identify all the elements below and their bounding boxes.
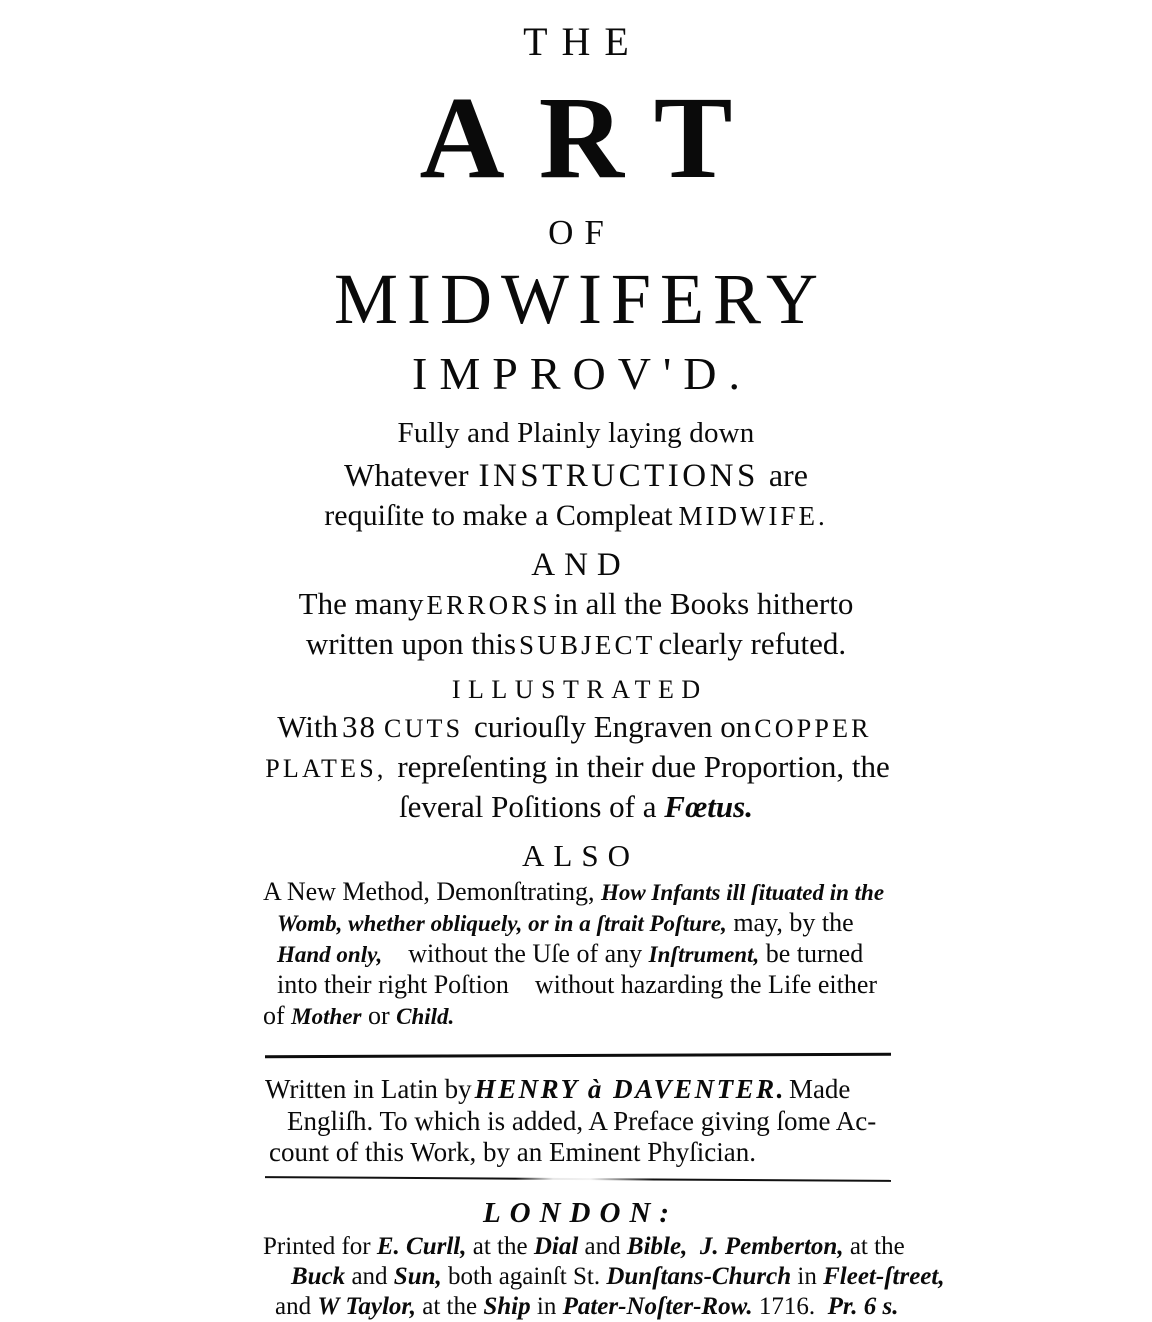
imprint-printed-for: Printed for	[263, 1232, 371, 1260]
subtitle-whatever: Whatever	[344, 457, 469, 494]
imprint-fleet-street: Fleet-ſtreet,	[823, 1262, 945, 1290]
title-line-improvd: IMPROV'D.	[412, 348, 752, 400]
divider-rule-top	[255, 1054, 897, 1064]
also-instrument: Inſtrument,	[648, 942, 760, 968]
imprint-both-against: both againſt St.	[448, 1262, 601, 1290]
also-method-paragraph	[255, 876, 897, 1032]
attribution-line-1	[265, 1074, 891, 1106]
subject-caps: SUBJECT	[519, 629, 656, 660]
imprint-sun: Sun,	[393, 1262, 442, 1290]
attribution-line-2: Engliſh. To which is added, A Preface giving ſome Ac-	[287, 1105, 877, 1136]
divider-rule-bottom	[255, 1178, 897, 1188]
also-child: Child.	[396, 1004, 455, 1030]
errors-line-1	[255, 585, 897, 623]
imprint-in-2: in	[536, 1293, 557, 1321]
imprint-and-3: and	[275, 1293, 312, 1321]
imprint-bible: Bible,	[626, 1232, 688, 1260]
title-page-text-column	[255, 0, 945, 1322]
imprint-dunstans-church: Dunſtans-Church	[606, 1262, 792, 1290]
subtitle-midwife-caps: MIDWIFE.	[678, 500, 828, 531]
attribution-author-name: HENRY à DAVENTER.	[474, 1073, 786, 1104]
attribution-made: Made	[788, 1073, 851, 1104]
attribution-block	[255, 1064, 897, 1179]
also-line-1	[263, 876, 891, 907]
illustrated-line-2	[255, 748, 897, 785]
also-how-infants: How Infants ill ſituated in the	[600, 879, 885, 905]
plates-caps: PLATES,	[265, 754, 387, 784]
attribution-line-3: count of this Work, by an Eminent Phyſician.	[269, 1137, 757, 1168]
imprint-price: Pr. 6 s.	[827, 1293, 899, 1321]
also-line-4	[263, 969, 891, 1000]
imprint-at-the-2: at the	[849, 1232, 905, 1260]
imprint-at-the-1: at the	[472, 1232, 528, 1260]
section-heading-illustrated: ILLUSTRATED	[451, 675, 708, 705]
also-of: of	[263, 1001, 285, 1031]
also-new-method: A New Method, Demonſtrating,	[263, 876, 595, 906]
imprint-line-2	[263, 1262, 945, 1292]
section-heading-also: ALSO	[522, 837, 639, 873]
imprint-w-taylor: W Taylor,	[317, 1293, 417, 1321]
copper-caps: COPPER	[754, 714, 872, 744]
subject-prefix: written upon this	[305, 625, 517, 661]
also-right-position: into their right Poſtion	[277, 970, 509, 1000]
imprint-buck: Buck	[291, 1262, 346, 1290]
subtitle-are: are	[768, 457, 808, 494]
imprint-line-3	[263, 1292, 899, 1322]
subject-suffix: clearly refuted.	[658, 625, 847, 661]
cuts-caps: CUTS	[384, 714, 464, 744]
imprint-and-2: and	[351, 1262, 388, 1290]
imprint-and-1: and	[584, 1232, 621, 1260]
also-hazarding-life: without hazarding the Life either	[534, 970, 878, 1000]
positions-text: ſeveral Poſitions of a	[399, 789, 657, 825]
also-may-by-the: may, by the	[733, 907, 854, 937]
also-without-use: without the Uſe of any	[408, 939, 643, 969]
imprint-line-1	[263, 1232, 905, 1262]
imprint-ship: Ship	[483, 1293, 531, 1321]
subtitle-line-3	[255, 498, 897, 534]
rule-line-upper	[265, 1052, 891, 1057]
title-line-art: ART	[419, 72, 767, 203]
cuts-mid: curiouſly Engraven on	[474, 709, 752, 745]
imprint-pemberton: J. Pemberton,	[699, 1232, 844, 1260]
imprint-city: LONDON:	[482, 1197, 679, 1230]
errors-line-2	[255, 625, 897, 663]
cuts-with: With	[277, 709, 339, 745]
title-line-of: OF	[548, 213, 615, 253]
imprint-curll: E. Curll,	[376, 1232, 467, 1260]
imprint-block	[255, 1232, 945, 1322]
imprint-pater-noster-row: Pater-Noſter-Row.	[562, 1293, 753, 1321]
also-hand-only: Hand only,	[277, 942, 383, 968]
title-line-the: THE	[523, 19, 643, 64]
title-line-midwifery: MIDWIFERY	[334, 259, 827, 340]
subtitle-requisite-text: requiſite to make a Compleat	[324, 498, 673, 532]
also-womb-posture: Womb, whether obliquely, or in a ſtrait Poſture,	[277, 910, 727, 936]
foetus-italic: Fœtus.	[664, 789, 753, 825]
also-line-3	[263, 938, 891, 969]
section-heading-and: AND	[531, 546, 630, 583]
imprint-at-the-3: at the	[422, 1293, 478, 1321]
illustrated-line-1	[255, 708, 897, 745]
imprint-dial: Dial	[533, 1232, 579, 1260]
subtitle-instructions-caps: INSTRUCTIONS	[478, 458, 759, 495]
subtitle-line-1: Fully and Plainly laying down	[397, 417, 755, 450]
illustrated-line-3	[255, 788, 897, 825]
errors-caps: ERRORS	[426, 589, 551, 620]
errors-prefix: The many	[298, 585, 424, 621]
also-line-5	[263, 1000, 891, 1031]
attribution-written-in-latin: Written in Latin by	[265, 1073, 472, 1104]
cuts-count: 38	[342, 709, 378, 745]
imprint-in-1: in	[797, 1262, 817, 1290]
also-be-turned: be turned	[765, 939, 864, 969]
subtitle-line-2	[255, 456, 897, 496]
also-or: or	[367, 1001, 390, 1031]
also-line-2	[263, 907, 891, 938]
errors-suffix: in all the Books hitherto	[553, 585, 854, 621]
imprint-year: 1716.	[758, 1293, 816, 1321]
plates-text: repreſenting in their due Proportion, the	[397, 749, 890, 785]
also-mother: Mother	[291, 1004, 362, 1030]
